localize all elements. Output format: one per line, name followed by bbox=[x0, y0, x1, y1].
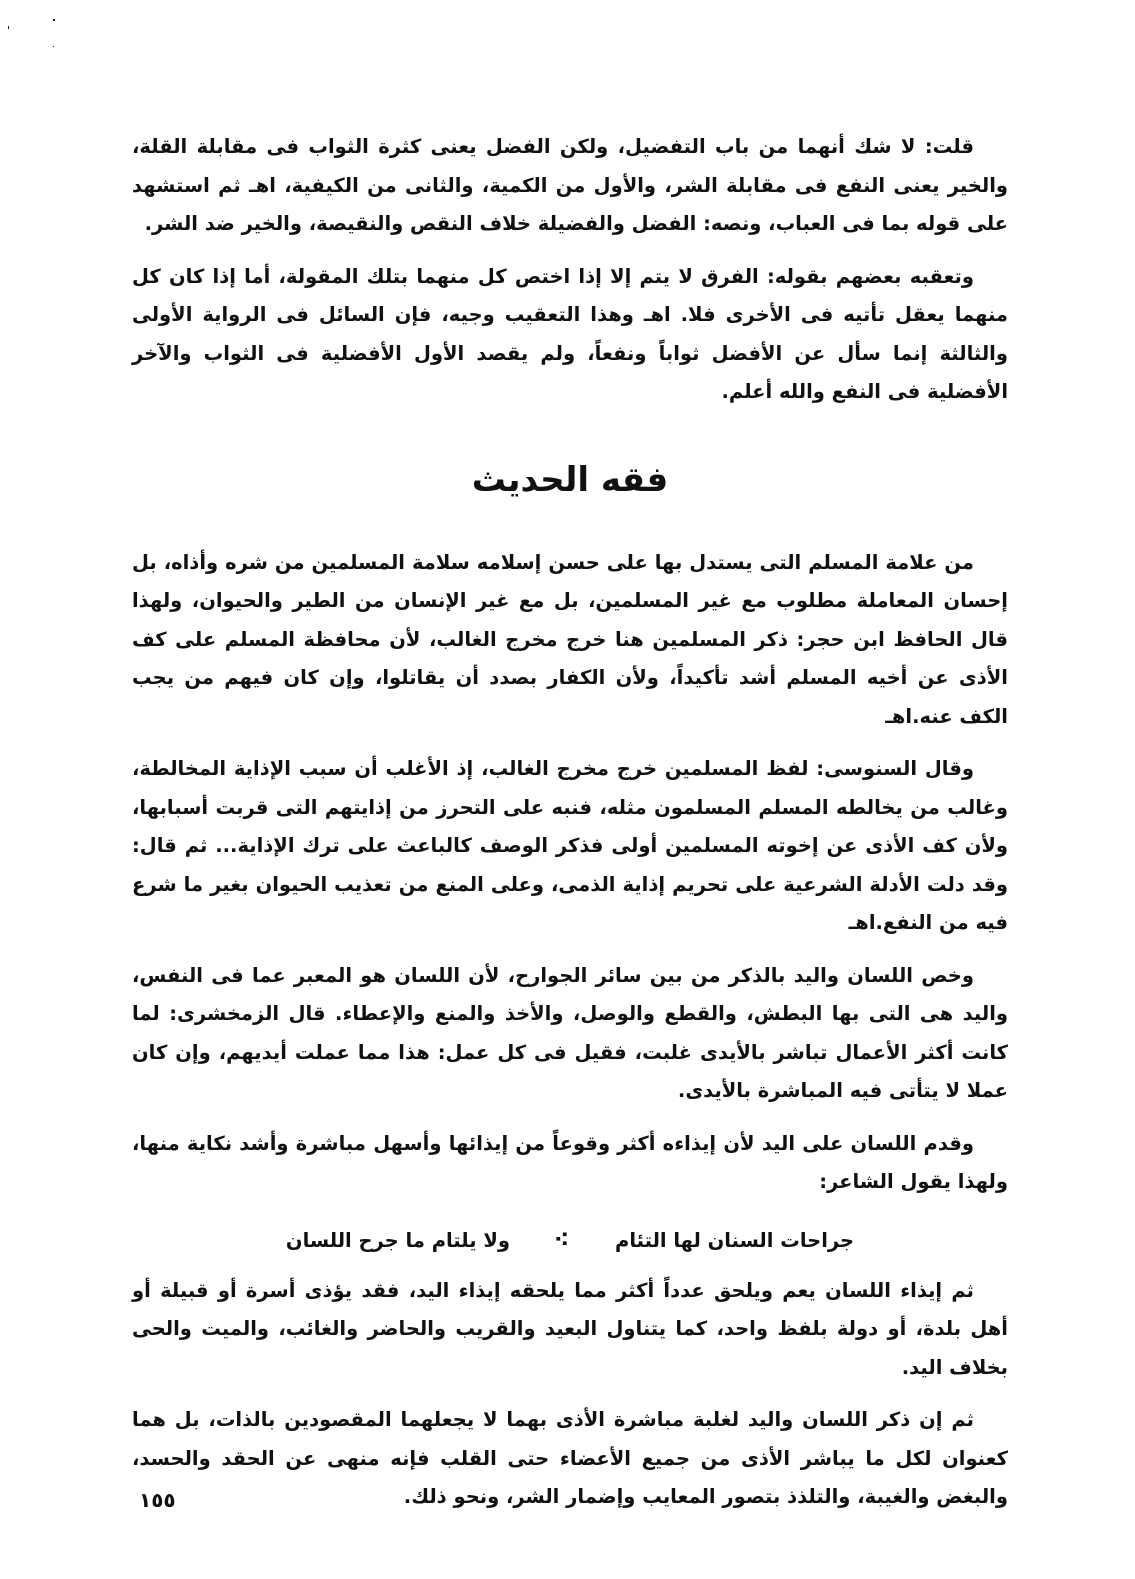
scan-speck bbox=[8, 26, 9, 29]
paragraph: وقدم اللسان على اليد لأن إيذاءه أكثر وقوعاً من إيذائها وأسهل مباشرة وأشد نكاية منها، ولهذا يقول الشاعر: bbox=[132, 1131, 1008, 1193]
paragraph: وقال السنوسى: لفظ المسلمين خرج مخرج الغالب، إذ الأغلب أن سبب الإذاية المخالطة، وغالب من يخالطه المسلم المسلمون مثله، فنبه على التحرز من إذايتهم التى قربت أسبابها، ولأن كف الأذى عن إخوته المسلمين أولى فذكر الوصف كالباعث على ترك الإذاية... ثم قال: وقد دلت الأدلة الشرعية على تحريم إذاية الذمى، وعلى المنع من تعذيب الحيوان بغير ما شرع فيه من النفع.اهـ bbox=[132, 757, 1008, 934]
paragraph: وتعقبه بعضهم بقوله: الفرق لا يتم إلا إذا اختص كل منهما بتلك المقولة، أما إذا كان كل منهما يعقل تأتيه فى الأخرى فلا. اهـ وهذا التعقيب وجيه، فإن السائل فى الرواية الأولى والثالثة إنما سأل عن الأفضل ثواباً ونفعاً، ولم يقصد الأول الأفضلية فى الثواب والآخر الأفضلية فى النفع والله أعلم. bbox=[132, 264, 1008, 403]
document-page bbox=[132, 128, 1008, 1531]
verse-separator-icon: ⁖ bbox=[553, 1227, 572, 1253]
verse-second-hemistich: ولا يلتام ما جرح اللسان bbox=[285, 1228, 510, 1252]
paragraph: وخص اللسان واليد بالذكر من بين سائر الجوارح، لأن اللسان هو المعبر عما فى النفس، واليد هى التى بها البطش، والقطع والوصل، والأخذ والمنع والإعطاء. قال الزمخشرى: لما كانت أكثر الأعمال تباشر بالأيدى غلبت، فقيل فى كل عمل: هذا مما عملت أيديهم، وإن كان عملا لا يتأتى فيه المباشرة بالأيدى. bbox=[132, 963, 1008, 1102]
paragraph: قلت: لا شك أنهما من باب التفضيل، ولكن الفضل يعنى كثرة الثواب فى مقابلة القلة، والخير يعنى النفع فى مقابلة الشر، والأول من الكمية، والثانى من الكيفية، اهـ ثم استشهد على قوله بما فى العباب، ونصه: الفضل والفضيلة خلاف النقص والنقيصة، والخير ضد الشر. bbox=[132, 135, 1008, 235]
paragraph: من علامة المسلم التى يستدل بها على حسن إسلامه سلامة المسلمين من شره وأذاه، بل إحسان المعاملة مطلوب مع غير المسلمين، بل مع غير الإنسان من الطير والحيوان، ولهذا قال الحافظ ابن حجر: ذكر المسلمين هنا خرج مخرج الغالب، لأن محافظة المسلم على كف الأذى عن أخيه المسلم أشد تأكيداً، ولأن الكفار بصدد أن يقاتلوا، وإن كان فيهم من يجب الكف عنه.اهـ bbox=[132, 550, 1008, 728]
poetry-verse bbox=[132, 1222, 1008, 1260]
page-number: ١٥٥ bbox=[139, 1488, 176, 1512]
paragraph: ثم إيذاء اللسان يعم ويلحق عدداً أكثر مما يلحقه إيذاء اليد، فقد يؤذى أسرة أو قبيلة أو أهل بلدة، أو دولة بلفظ واحد، كما يتناول البعيد والقريب والحاضر والغائب، والميت والحى بخلاف اليد. bbox=[132, 1278, 1008, 1379]
scan-speck bbox=[53, 19, 55, 21]
section-heading: فقه الحديث bbox=[471, 459, 669, 500]
verse-first-hemistich: جراحات السنان لها التئام bbox=[615, 1228, 855, 1252]
scan-speck bbox=[53, 46, 54, 47]
paragraph: ثم إن ذكر اللسان واليد لغلبة مباشرة الأذى بهما لا يجعلهما المقصودين بالذات، بل هما كعنوان لكل ما يباشر الأذى من جميع الأعضاء حتى القلب فإنه منهى عن الحقد والحسد، والبغض والغيبة، والتلذذ بتصور المعايب وإضمار الشر، ونحو ذلك. bbox=[132, 1408, 1008, 1508]
